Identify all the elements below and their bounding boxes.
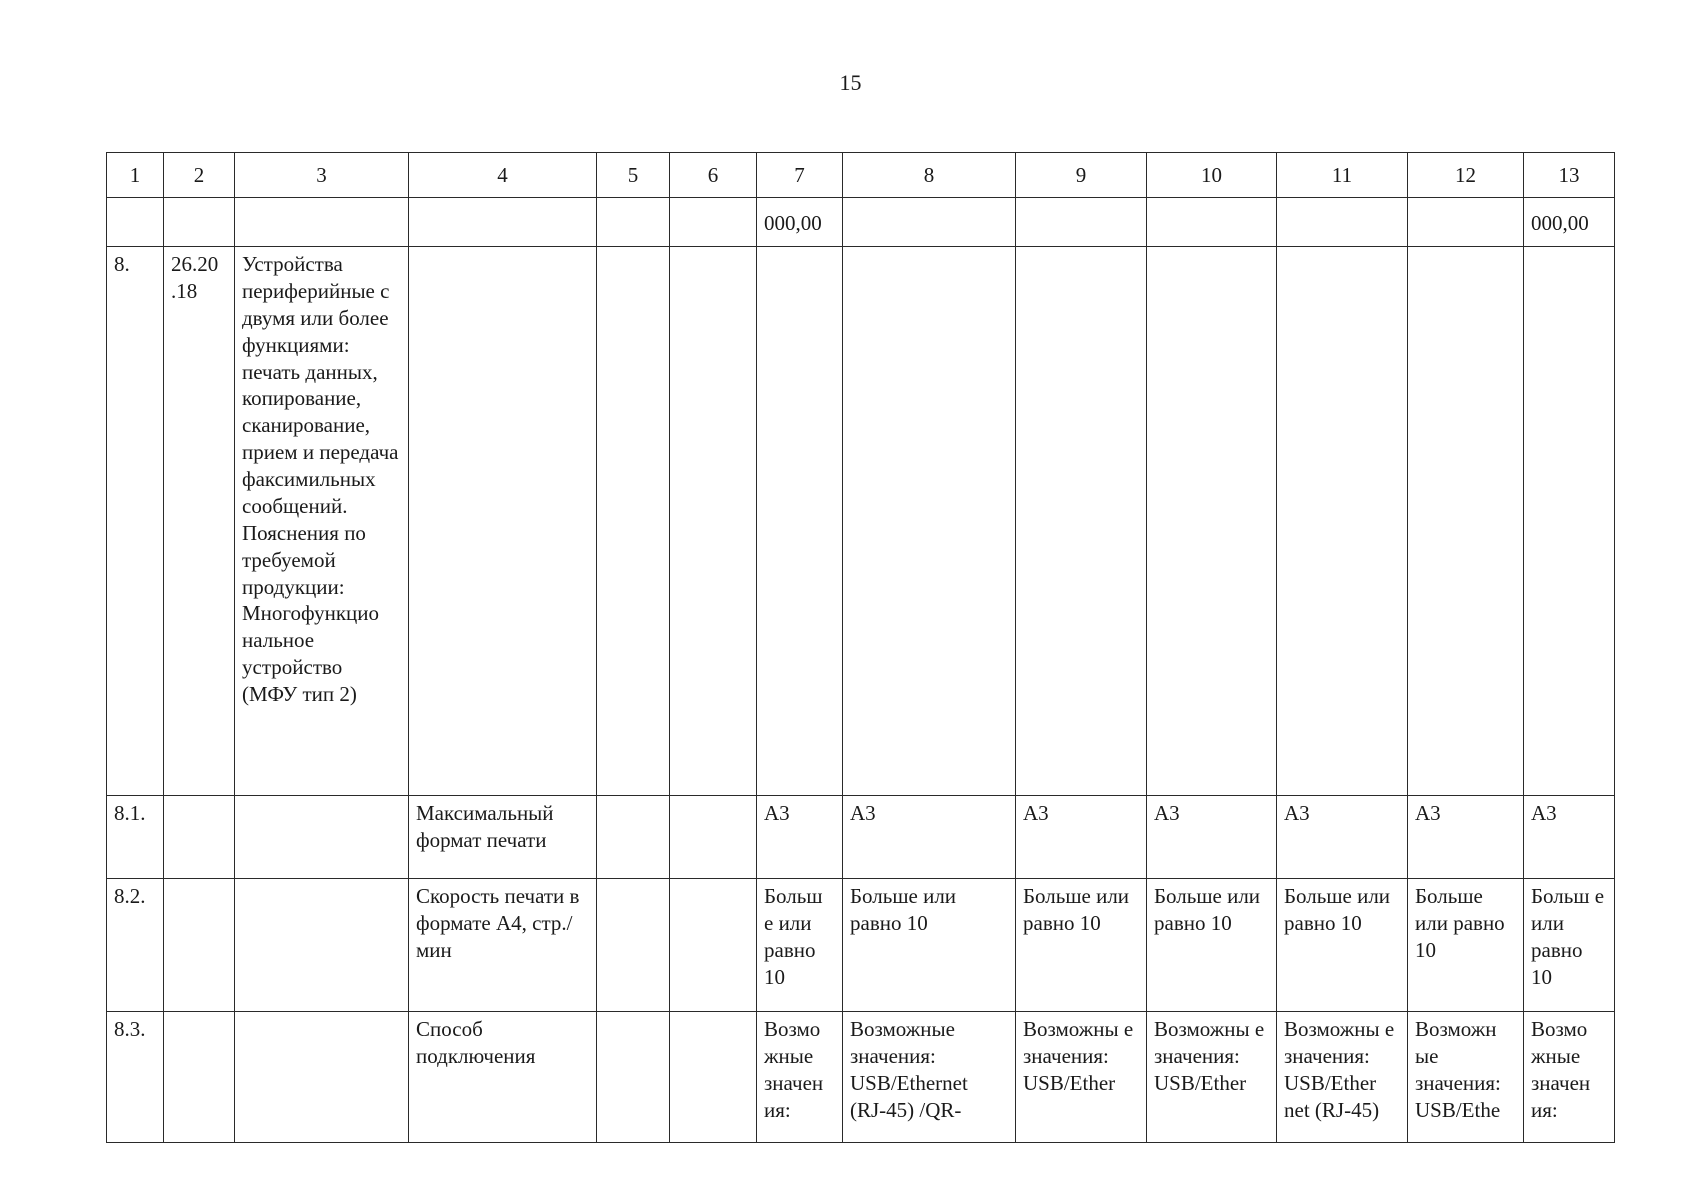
row-number: 8.1. xyxy=(107,796,164,879)
table-cell xyxy=(597,247,670,796)
table-cell: А3 xyxy=(1016,796,1147,879)
table-cell: 000,00 xyxy=(757,198,843,247)
table-cell xyxy=(1524,247,1615,796)
table-cell: Возмо жные значен ия: xyxy=(1524,1012,1615,1143)
table-cell xyxy=(1147,198,1277,247)
table-cell xyxy=(670,879,757,1012)
table-cell xyxy=(597,879,670,1012)
table-cell: Больше или равно 10 xyxy=(1147,879,1277,1012)
table-cell xyxy=(164,198,235,247)
table-cell xyxy=(164,796,235,879)
table-cell: Больше или равно 10 xyxy=(843,879,1016,1012)
table-cell xyxy=(670,247,757,796)
product-description: Устройства периферийные с двумя или более функциями: печать данных, копирование, сканирование, прием и передача факсимильных сообщений. Пояснения по требуемой продукции: Многофункцио нальное устройство (МФУ тип 2) xyxy=(235,247,409,796)
table-cell: Возможны е значения: USB/Ether xyxy=(1147,1012,1277,1143)
table-cell: Возможные значения: USB/Ethernet (RJ-45) /QR- xyxy=(843,1012,1016,1143)
table-row xyxy=(107,796,1615,879)
table-cell: Возможны е значения: USB/Ether net (RJ-45) xyxy=(1277,1012,1408,1143)
characteristic-name: Максимальный формат печати xyxy=(409,796,597,879)
table-cell: А3 xyxy=(757,796,843,879)
row-number: 8. xyxy=(107,247,164,796)
table-cell xyxy=(409,198,597,247)
table-cell xyxy=(670,198,757,247)
table-cell xyxy=(670,1012,757,1143)
characteristic-name: Способ подключения xyxy=(409,1012,597,1143)
table-row xyxy=(107,247,1615,796)
column-header: 6 xyxy=(670,153,757,198)
table-cell xyxy=(843,247,1016,796)
table-cell xyxy=(1147,247,1277,796)
column-header: 3 xyxy=(235,153,409,198)
table-cell xyxy=(164,1012,235,1143)
row-number: 8.2. xyxy=(107,879,164,1012)
column-header: 11 xyxy=(1277,153,1408,198)
table-cell xyxy=(1408,198,1524,247)
table-cell: А3 xyxy=(1408,796,1524,879)
table-cell: Возможны е значения: USB/Ether xyxy=(1016,1012,1147,1143)
column-header: 1 xyxy=(107,153,164,198)
table-cell xyxy=(670,796,757,879)
table-cell: Больше или равно 10 xyxy=(1408,879,1524,1012)
table-cell xyxy=(235,198,409,247)
table-cell: 000,00 xyxy=(1524,198,1615,247)
table-cell xyxy=(235,796,409,879)
column-header: 12 xyxy=(1408,153,1524,198)
table-cell xyxy=(597,1012,670,1143)
column-header: 7 xyxy=(757,153,843,198)
table-cell: А3 xyxy=(843,796,1016,879)
table-cell xyxy=(1016,247,1147,796)
table-cell: Возможн ые значения: USB/Ethe xyxy=(1408,1012,1524,1143)
page-number: 15 xyxy=(839,70,862,95)
table-cell: А3 xyxy=(1147,796,1277,879)
table-cell xyxy=(235,1012,409,1143)
column-header: 2 xyxy=(164,153,235,198)
table-row xyxy=(107,1012,1615,1143)
continuation-row xyxy=(107,198,1615,247)
table-cell xyxy=(757,247,843,796)
table-cell: Больше или равно 10 xyxy=(1016,879,1147,1012)
column-header: 10 xyxy=(1147,153,1277,198)
characteristic-name: Скорость печати в формате А4, стр./мин xyxy=(409,879,597,1012)
table-cell xyxy=(597,796,670,879)
column-header: 5 xyxy=(597,153,670,198)
table-cell xyxy=(107,198,164,247)
table-cell xyxy=(164,879,235,1012)
table-cell: Больше или равно 10 xyxy=(1277,879,1408,1012)
table-cell: Возмо жные значен ия: xyxy=(757,1012,843,1143)
table-cell: А3 xyxy=(1277,796,1408,879)
table-cell xyxy=(1277,247,1408,796)
column-header: 4 xyxy=(409,153,597,198)
table-cell xyxy=(843,198,1016,247)
table-cell xyxy=(597,198,670,247)
table-cell xyxy=(1408,247,1524,796)
table-cell: Больш е или равно 10 xyxy=(757,879,843,1012)
column-header: 9 xyxy=(1016,153,1147,198)
table-cell xyxy=(1277,198,1408,247)
table-cell: Больш е или равно 10 xyxy=(1524,879,1615,1012)
table-cell xyxy=(1016,198,1147,247)
row-number: 8.3. xyxy=(107,1012,164,1143)
column-header: 13 xyxy=(1524,153,1615,198)
table-cell: А3 xyxy=(1524,796,1615,879)
okpd-code: 26.20 .18 xyxy=(164,247,235,796)
table-row xyxy=(107,879,1615,1012)
table-cell xyxy=(235,879,409,1012)
table-cell xyxy=(409,247,597,796)
specification-table xyxy=(106,152,1615,1143)
column-number-row xyxy=(107,153,1615,198)
column-header: 8 xyxy=(843,153,1016,198)
